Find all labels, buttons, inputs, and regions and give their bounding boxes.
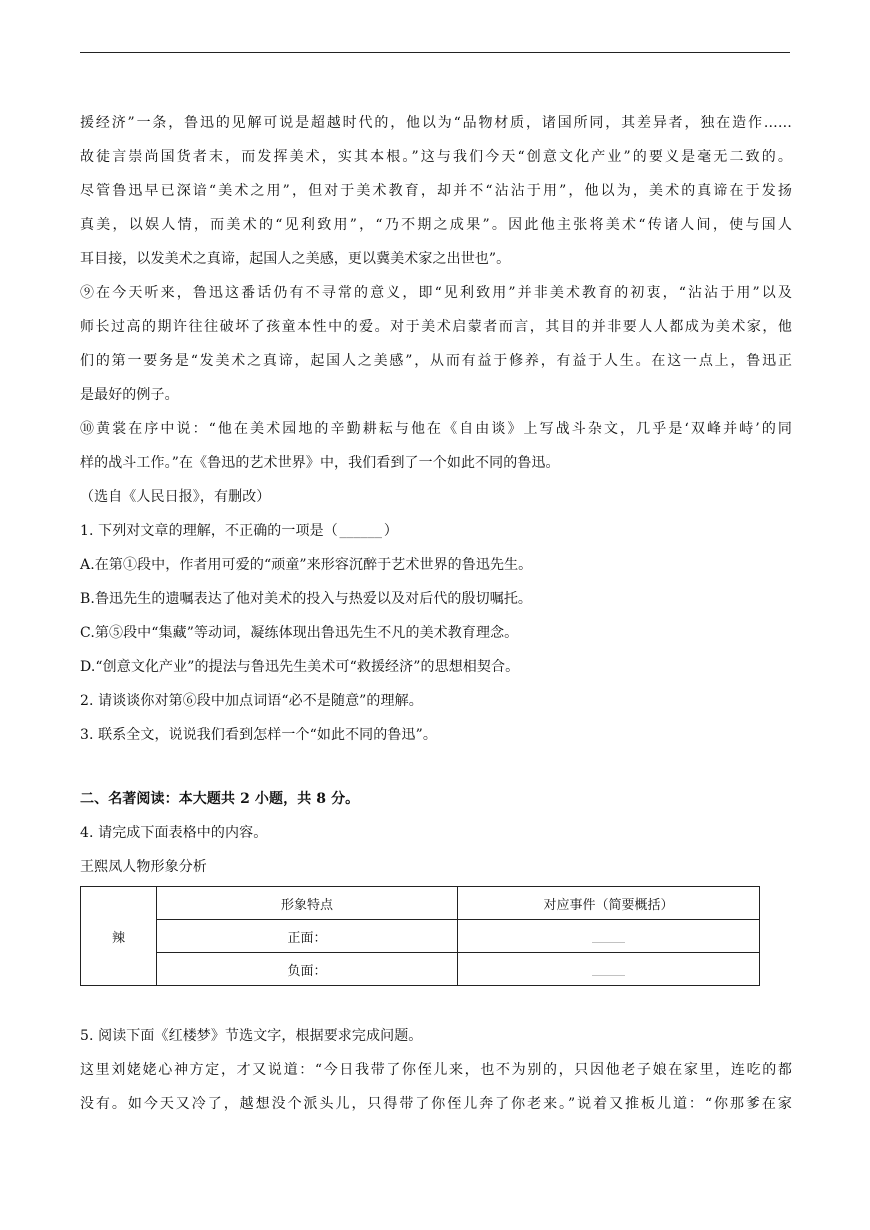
passage-line: ⑨在今天听来，鲁迅这番话仍有不寻常的意义，即“见利致用”并非美术教育的初衷，“沾沾于用”以及 — [80, 285, 792, 301]
question-3: 3. 联系全文，说说我们看到怎样一个“如此不同的鲁迅”。 — [80, 727, 437, 743]
character-analysis-table — [80, 886, 760, 986]
passage-line: 援经济”一条，鲁迅的见解可说是超越时代的，他以为“品物材质，诸国所同，其差异者，独在造作…… — [80, 115, 792, 131]
table-row — [81, 920, 760, 953]
document-body — [80, 106, 792, 1121]
question-5: 5. 阅读下面《红楼梦》节选文字，根据要求完成问题。 — [80, 1028, 423, 1044]
passage-line: 真美，以娱人情，而美术的“见利致用”，“乃不期之成果”。因此他主张将美术“传诸人间，使与国人 — [80, 217, 792, 233]
question-1-close: ） — [383, 523, 398, 539]
option-d: D.“创意文化产业”的提法与鲁迅先生美术可“救援经济”的思想相契合。 — [80, 659, 520, 675]
passage-line: 样的战斗工作。”在《鲁迅的艺术世界》中，我们看到了一个如此不同的鲁迅。 — [80, 455, 560, 471]
col-header-events: 对应事件（简要概括） — [458, 887, 760, 920]
row-label-negative: 负面： — [157, 953, 458, 986]
excerpt-line: 没有。如今天又冷了，越想没个派头儿，只得带了你侄儿奔了你老来。”说着又推板儿道：“你那爹在家 — [80, 1096, 792, 1112]
option-c: C.第⑤段中“集藏”等动词，凝练体现出鲁迅先生不凡的美术教育理念。 — [80, 625, 519, 641]
excerpt-line: 这里刘姥姥心神方定，才又说道：“今日我带了你侄儿来，也不为别的，只因他老子娘在家里，连吃的都 — [80, 1062, 792, 1078]
passage-line: 尽管鲁迅早已深谙“美术之用”，但对于美术教育，却并不“沾沾于用”，他以为，美术的真谛在于发扬 — [80, 183, 792, 199]
passage-line: 是最好的例子。 — [80, 387, 179, 403]
answer-blank[interactable]: ______ — [592, 929, 625, 943]
question-2: 2. 请谈谈你对第⑥段中加点词语“必不是随意”的理解。 — [80, 693, 423, 709]
passage-line: 师长过高的期许往往破坏了孩童本性中的爱。对于美术启蒙者而言，其目的并非要人人都成为美术家，他 — [80, 319, 792, 335]
option-b: B.鲁迅先生的遗嘱表达了他对美术的投入与热爱以及对后代的殷切嘱托。 — [80, 591, 533, 607]
question-1-stem — [80, 514, 792, 548]
table-row — [81, 953, 760, 986]
row-label-positive: 正面： — [157, 920, 458, 953]
source-note: （选自《人民日报》，有删改） — [80, 489, 271, 505]
trait-cell: 辣 — [81, 887, 157, 986]
header-rule — [80, 52, 790, 53]
passage-line: 故徒言崇尚国货者末，而发挥美术，实其本根。”这与我们今天“创意文化产业”的要义是毫无二致的。 — [80, 149, 792, 165]
answer-blank[interactable]: ______ — [592, 962, 625, 976]
section-2-heading: 二、名著阅读：本大题共 2 小题，共 8 分。 — [80, 791, 360, 807]
option-a: A.在第①段中，作者用可爱的“顽童”来形容沉醉于艺术世界的鲁迅先生。 — [80, 557, 533, 573]
table-row — [81, 887, 760, 920]
passage-line: 们的第一要务是“发美术之真谛，起国人之美感”，从而有益于修养，有益于人生。在这一点上，鲁迅正 — [80, 353, 792, 369]
answer-cell[interactable] — [458, 953, 760, 986]
question-4: 4. 请完成下面表格中的内容。 — [80, 825, 268, 841]
passage-line: 耳目接，以发美术之真谛，起国人之美感，更以冀美术家之出世也”。 — [80, 251, 511, 267]
question-1-text: 1. 下列对文章的理解，不正确的一项是（ — [80, 523, 338, 539]
col-header-traits: 形象特点 — [157, 887, 458, 920]
answer-cell[interactable] — [458, 920, 760, 953]
table-title: 王熙凤人物形象分析 — [80, 859, 207, 875]
answer-blank[interactable]: ______ — [339, 523, 383, 539]
passage-line: ⑩黄裳在序中说：“他在美术园地的辛勤耕耘与他在《自由谈》上写战斗杂文，几乎是‘双峰并峙’的同 — [80, 421, 792, 437]
